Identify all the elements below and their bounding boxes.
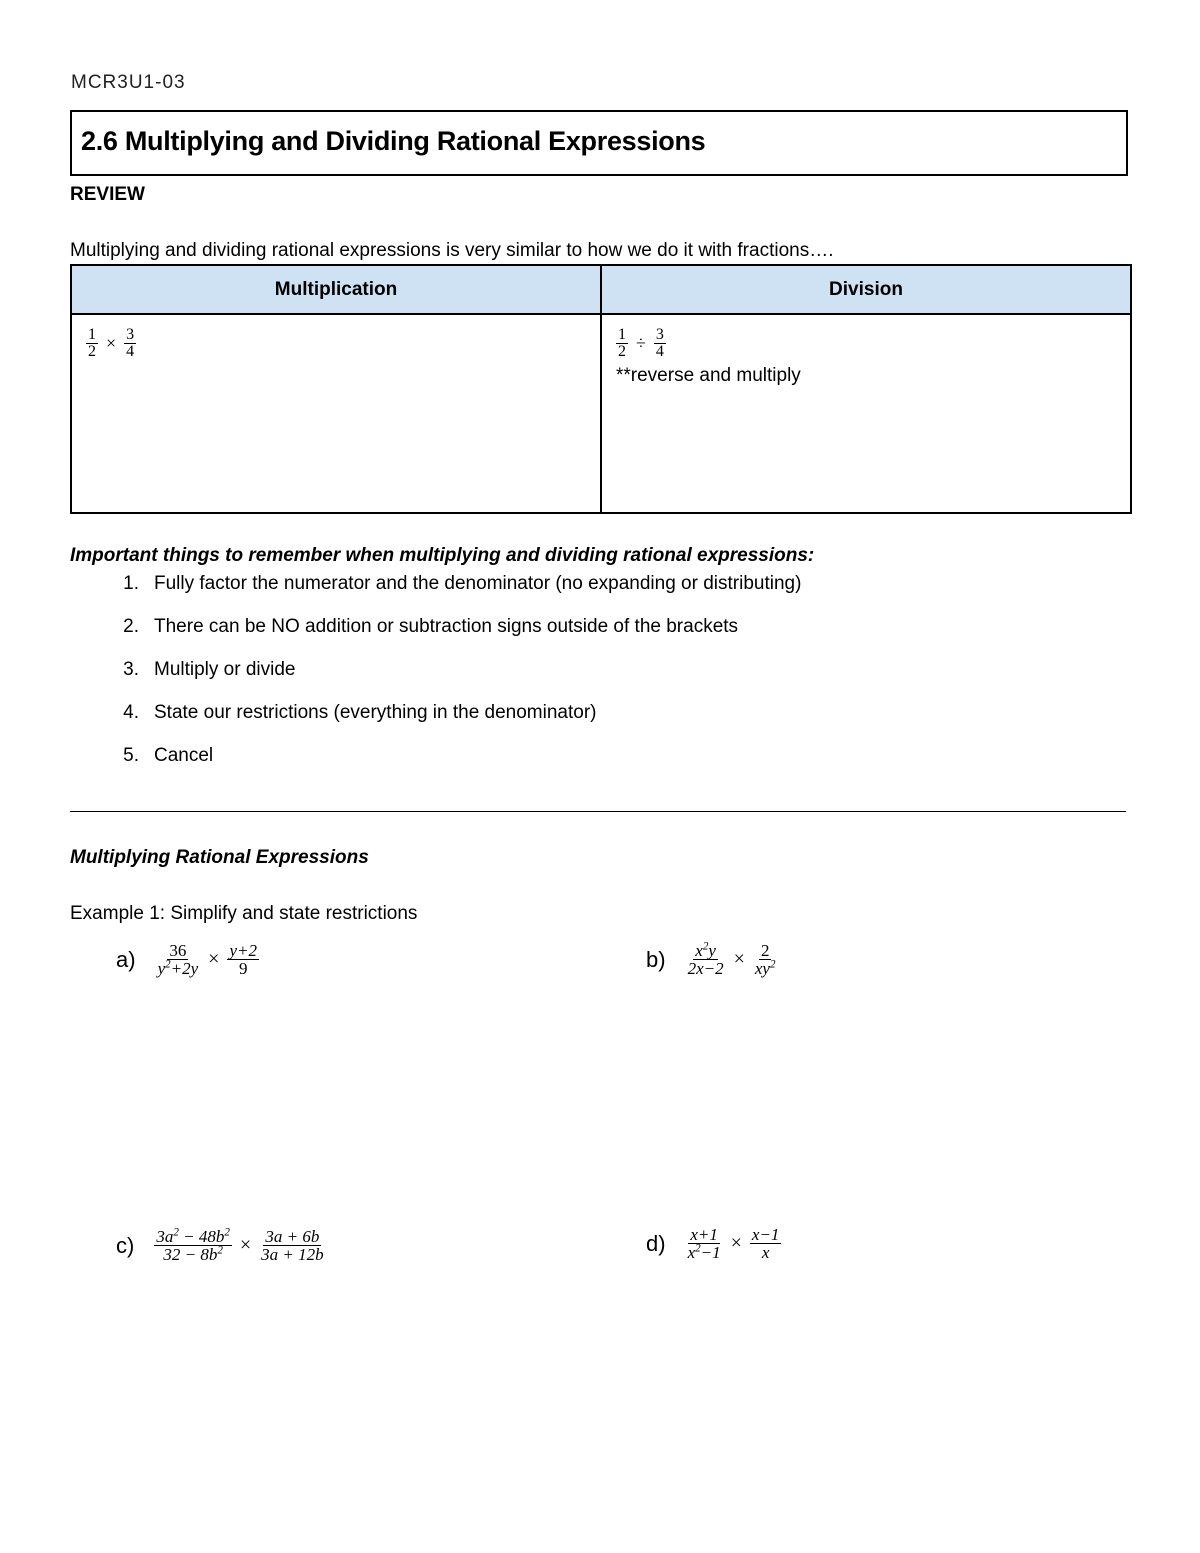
fraction: $\frac{x-1}{x}$	[751, 1225, 780, 1262]
problem-d	[646, 1226, 781, 1262]
fraction: $\frac{3a^2 - 48b^2}{32 - 8b^2}$	[156, 1226, 230, 1264]
section-heading: Multiplying Rational Expressions	[70, 847, 369, 868]
fraction-three-quarters: $\frac{3}{4}$	[126, 326, 135, 360]
reverse-note: **reverse and multiply	[616, 364, 801, 386]
problem-a	[116, 942, 259, 978]
times-operator: ×	[733, 948, 745, 971]
times-operator: ×	[239, 1234, 252, 1257]
times-operator: ×	[106, 333, 117, 354]
multiplication-header: Multiplication	[71, 265, 601, 314]
problem-label: c)	[116, 1232, 135, 1258]
page-title: 2.6 Multiplying and Dividing Rational Expressions	[81, 126, 706, 156]
fraction: $\frac{y+2}{9}$	[229, 941, 257, 978]
problem-c	[116, 1228, 326, 1264]
list-item: 3. Multiply or divide	[123, 659, 296, 680]
intro-text: Multiplying and dividing rational expressions is very similar to how we do it with fractions….	[70, 240, 834, 261]
problem-label: d)	[646, 1230, 666, 1256]
divide-operator: ÷	[636, 333, 646, 354]
times-operator: ×	[208, 948, 220, 971]
fraction: $\frac{x+1}{x^2-1}$	[687, 1225, 721, 1262]
problem-b	[646, 942, 778, 978]
multiplication-cell	[71, 314, 601, 513]
fraction: $\frac{3a + 6b}{3a + 12b}$	[261, 1227, 324, 1264]
list-item: 4. State our restrictions (everything in the denominator)	[123, 702, 597, 723]
problem-label: a)	[116, 946, 136, 972]
section-divider	[70, 811, 1126, 812]
fraction-three-quarters: $\frac{3}{4}$	[655, 326, 664, 360]
document-code: MCR3U1-03	[71, 72, 186, 93]
list-item: 1. Fully factor the numerator and the denominator (no expanding or distributing)	[123, 573, 802, 594]
division-cell	[601, 314, 1131, 513]
steps-list	[70, 573, 801, 788]
times-operator: ×	[730, 1232, 742, 1255]
title-box	[70, 110, 1128, 176]
review-table	[70, 264, 1132, 514]
problem-label: b)	[646, 946, 666, 972]
fraction: $\frac{x^2y}{2x-2}$	[687, 940, 724, 978]
important-heading: Important things to remember when multiplying and dividing rational expressions:	[70, 545, 815, 566]
review-label: REVIEW	[70, 184, 145, 205]
list-item: 2. There can be NO addition or subtraction signs outside of the brackets	[123, 616, 739, 637]
division-header: Division	[601, 265, 1131, 314]
fraction-one-half: $\frac{1}{2}$	[618, 326, 626, 360]
example-label: Example 1: Simplify and state restrictions	[70, 903, 418, 924]
fraction-one-half: $\frac{1}{2}$	[88, 326, 96, 360]
fraction: $\frac{36}{y^2+2y}$	[157, 941, 199, 978]
list-item: 5. Cancel	[123, 745, 214, 766]
fraction: $\frac{2}{xy^2}$	[754, 941, 776, 978]
